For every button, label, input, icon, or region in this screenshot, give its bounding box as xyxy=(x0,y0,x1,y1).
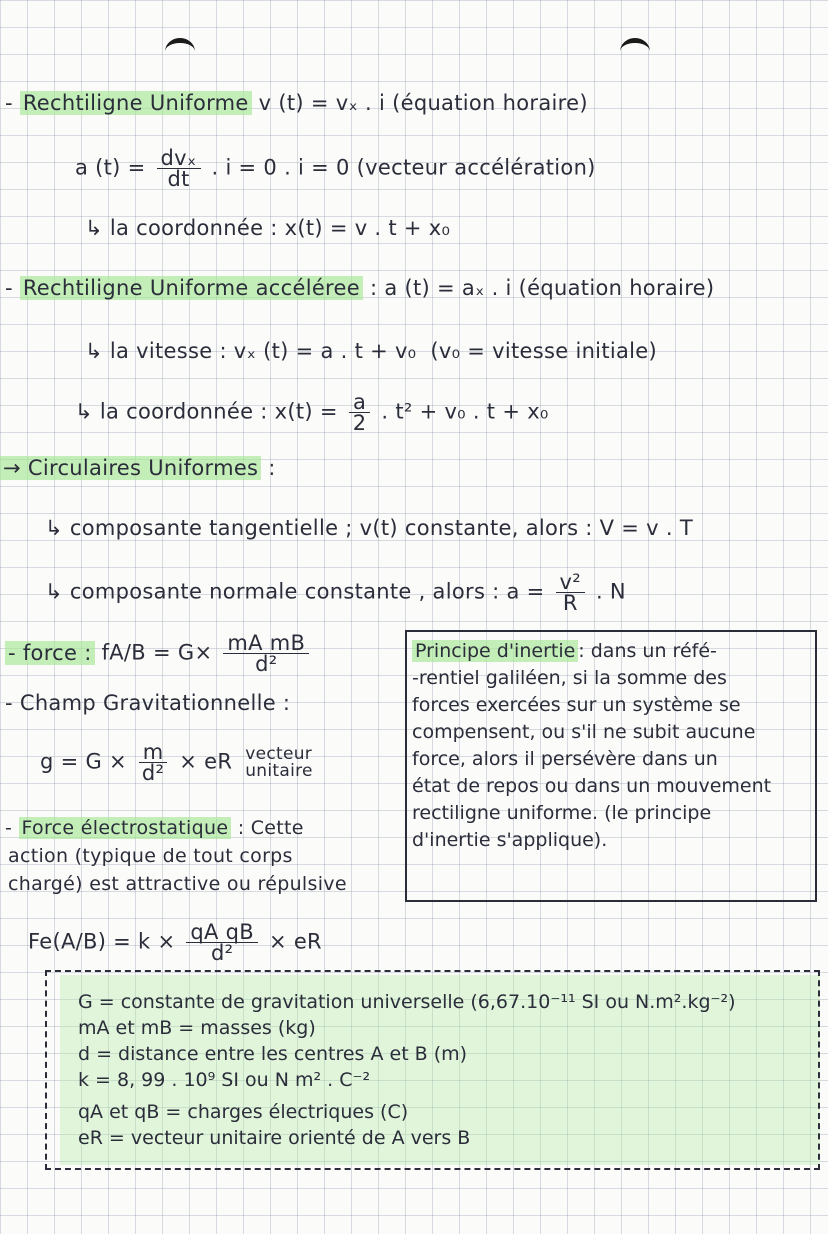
electro-line2: action (typique de tout corps xyxy=(8,845,293,867)
normal-num: v² xyxy=(556,572,585,593)
vitesse-eq: ↳ la vitesse : vₓ (t) = a . t + v₀ xyxy=(85,339,417,363)
electro-den: d² xyxy=(210,941,234,965)
force-den: d² xyxy=(255,652,278,676)
normal-fraction xyxy=(556,572,585,613)
rect-uniforme-velocity-note: (équation horaire) xyxy=(392,91,588,115)
electro-lhs: Fe(A/B) = k × xyxy=(28,929,176,954)
legend-line-0: G = constante de gravitation universelle (6,67.10⁻¹¹ SI ou N.m².kg⁻²) xyxy=(78,991,736,1013)
coord-fraction xyxy=(349,392,371,433)
rect-uniforme-title: Rechtiligne Uniforme xyxy=(20,91,252,115)
electro-num: qA qB xyxy=(186,922,258,943)
binder-hole-right xyxy=(620,38,650,65)
coord-num: a xyxy=(349,392,370,413)
inertia-title: Principe d'inertie xyxy=(412,640,578,662)
normal-den: R xyxy=(562,591,578,615)
force-num: mA mB xyxy=(223,633,309,654)
coord-den: 2 xyxy=(352,411,367,435)
rect-uniforme-line: - Rechtiligne Uniforme v (t) = vₓ . i (équation horaire) xyxy=(5,91,588,115)
champ-lhs: g = G × xyxy=(40,749,127,774)
accel-note: (vecteur accélération) xyxy=(356,155,596,180)
accel-rhs: . i = 0 . i = 0 xyxy=(211,155,350,180)
champ-note-2: unitaire xyxy=(245,760,313,781)
legend-line-1: mA et mB = masses (kg) xyxy=(78,1017,316,1039)
inertia-line-1: -rentiel galiléen, si la somme des xyxy=(412,667,727,689)
rect-accel-title: Rechtiligne Uniforme accéléree xyxy=(20,276,363,300)
binder-hole-left xyxy=(165,38,195,65)
normal-rhs: . N xyxy=(595,579,626,604)
circulaire-tangent: ↳ composante tangentielle ; v(t) constante, alors : V = v . T xyxy=(45,516,693,540)
coord-rhs: . t² + v₀ . t + x₀ xyxy=(381,399,549,424)
rect-accel-coord xyxy=(75,392,549,433)
rect-uniforme-coord: ↳ la coordonnée : x(t) = v . t + x₀ xyxy=(85,216,451,240)
force-fraction xyxy=(223,633,309,674)
accel-num: dvₓ xyxy=(157,148,201,169)
accel-den: dt xyxy=(167,167,190,191)
inertia-line-5: état de repos ou dans un mouvement xyxy=(412,775,772,797)
champ-note xyxy=(245,743,313,781)
inertia-line-0-text: : dans un réfé- xyxy=(578,640,717,662)
circulaire-line: → Circulaires Uniformes : xyxy=(0,455,276,481)
champ-title: - Champ Gravitationnelle : xyxy=(5,691,291,715)
force-title: - force : xyxy=(5,641,95,665)
inertia-line-2: forces exercées sur un système se xyxy=(412,694,741,716)
electro-line3: chargé) est attractive ou répulsive xyxy=(8,873,347,895)
accel-lhs: a (t) = xyxy=(75,155,146,180)
legend-line-4: qA et qB = charges électriques (C) xyxy=(78,1101,409,1123)
force-line xyxy=(5,633,313,674)
electro-eq xyxy=(28,922,322,963)
electro-fraction xyxy=(186,922,258,963)
electro-line1: - Force électrostatique : Cette xyxy=(5,817,304,839)
champ-num: m xyxy=(139,742,168,763)
electro-rhs: × eR xyxy=(268,929,322,954)
rect-uniforme-velocity-eq: v (t) = vₓ . i xyxy=(258,91,386,115)
inertia-line-4: force, alors il persévère dans un xyxy=(412,748,718,770)
rect-accel-line: - Rechtiligne Uniforme accéléree : a (t) = aₓ . i (équation horaire) xyxy=(5,276,715,300)
champ-eq xyxy=(40,742,313,783)
legend-line-2: d = distance entre les centres A et B (m) xyxy=(78,1043,468,1065)
vitesse-note: (v₀ = vitesse initiale) xyxy=(430,339,658,363)
circulaire-title: → Circulaires Uniformes xyxy=(0,456,261,480)
circulaire-normal xyxy=(45,572,626,613)
rect-accel-note: (équation horaire) xyxy=(518,276,715,300)
coord-lhs: ↳ la coordonnée : x(t) = xyxy=(75,399,338,424)
champ-fraction xyxy=(138,742,168,783)
force-lhs: fA/B = G× xyxy=(101,640,213,665)
electro-text-1: : Cette xyxy=(237,817,304,839)
inertia-line-7: d'inertie s'applique). xyxy=(412,829,608,851)
champ-note-1: vecteur xyxy=(245,743,313,764)
legend-line-5: eR = vecteur unitaire orienté de A vers B xyxy=(78,1127,471,1149)
normal-lhs: ↳ composante normale constante , alors : a = xyxy=(45,579,545,604)
rect-uniforme-accel-line xyxy=(75,148,596,189)
inertia-line-6: rectiligne uniforme. (le principe xyxy=(412,802,712,824)
champ-den: d² xyxy=(141,761,165,785)
inertia-line-3: compensent, ou s'il ne subit aucune xyxy=(412,721,756,743)
electro-title: Force électrostatique xyxy=(19,817,232,839)
inertia-line-0 xyxy=(412,638,812,665)
rect-accel-vitesse xyxy=(85,338,657,364)
legend-line-3: k = 8, 99 . 10⁹ SI ou N m² . C⁻² xyxy=(78,1069,371,1091)
rect-accel-eq: : a (t) = aₓ . i xyxy=(369,276,512,300)
inertia-text xyxy=(412,638,812,854)
accel-fraction xyxy=(157,148,201,189)
champ-rhs: × eR xyxy=(179,749,233,774)
